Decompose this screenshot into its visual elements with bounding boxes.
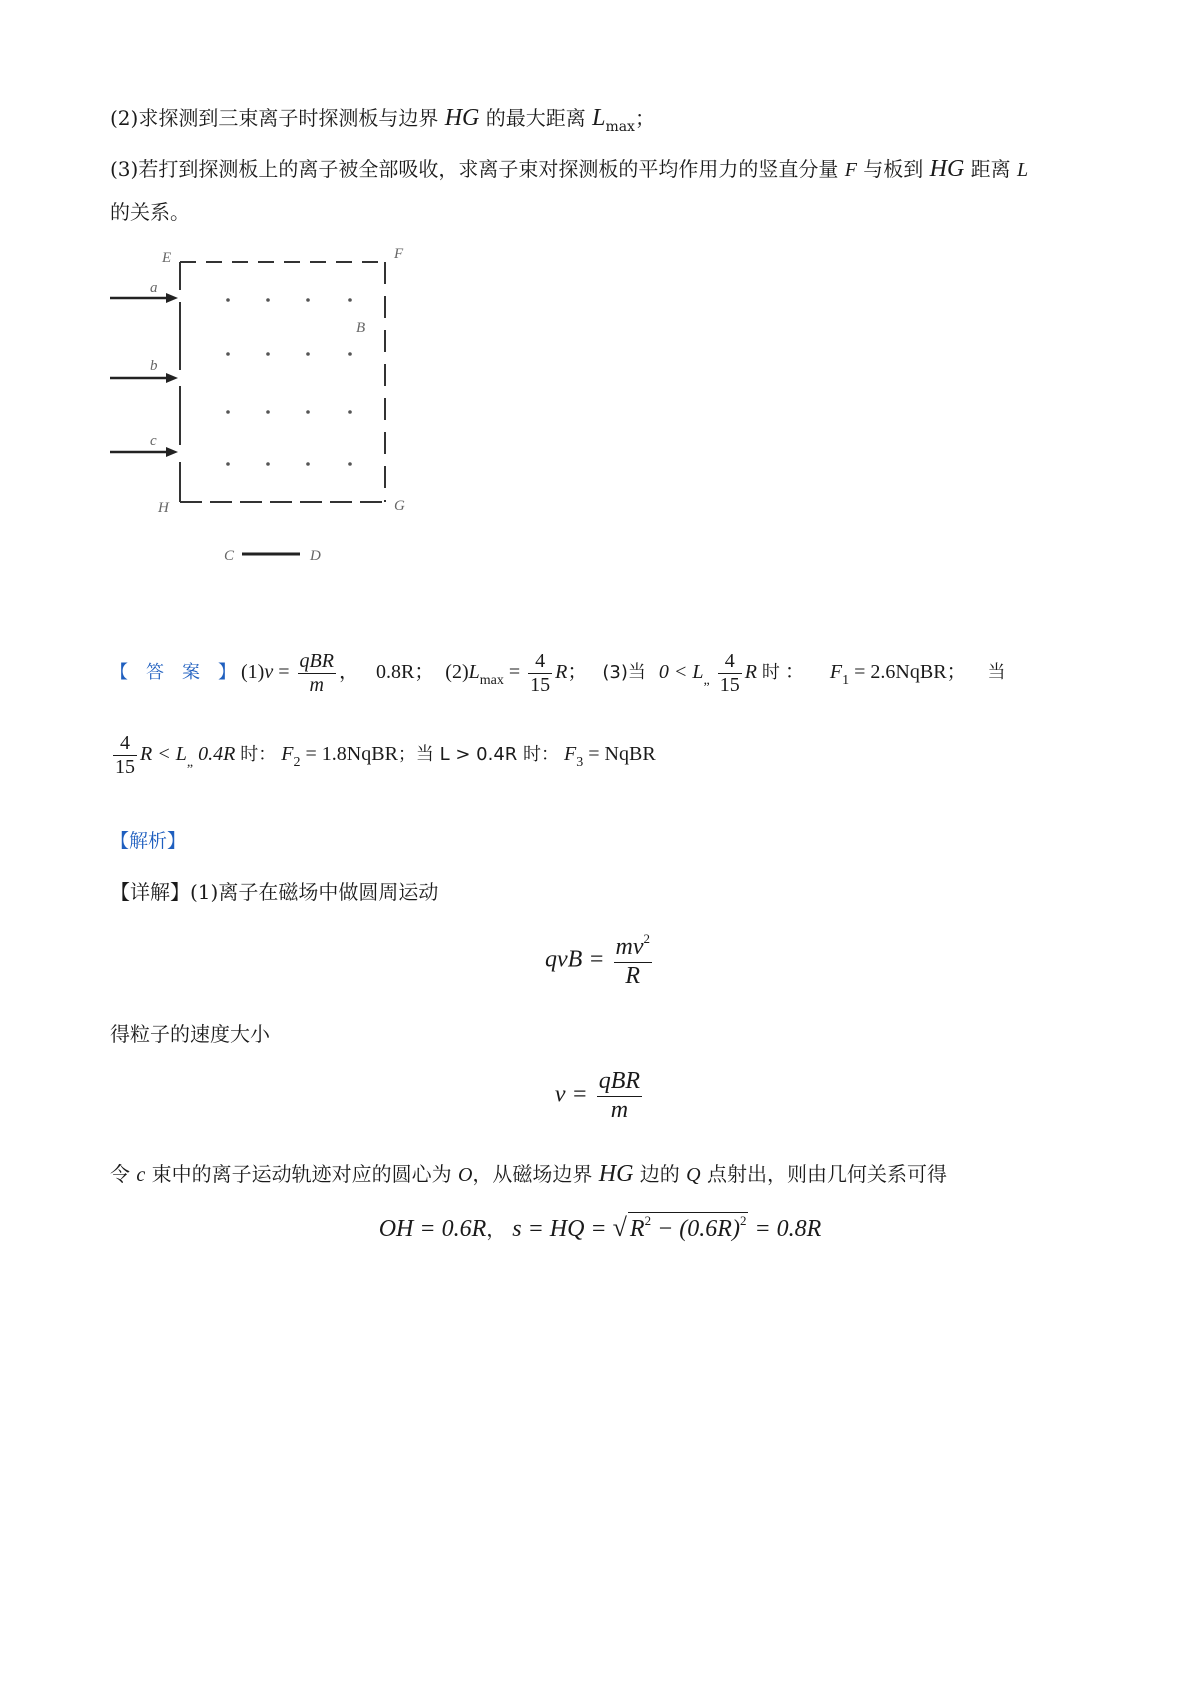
label-D: D [310, 548, 321, 564]
label-E: E [162, 250, 172, 266]
label-a: a [150, 280, 158, 296]
answer-line-2: $\frac{4}{15}$ $R < L_„$ 0.4R 时： $F_2$ = 1.8NqBR；当 L > 0.4R 时： $F_3$ = NqBR [115, 732, 656, 778]
field-dots [226, 298, 352, 466]
question-2 [110, 106, 655, 134]
detail-text: (1)离子在磁场中做圆周运动 [190, 880, 439, 904]
answer-line-1: 【 答 案 】 (1)v = $\frac{\text{qBR}}{m}$ ， 0.8R； $(2)L_{max}$ = $\frac{4}{15}$ R； (3)当 $0 < L_„$ $\frac{4}{15}$ R 时 ： $F_1$ = 2.6NqBR； 当 [110, 650, 1006, 696]
q3-hg: HG [929, 156, 965, 182]
beam-c-arrowhead [166, 447, 178, 457]
label-b: b [150, 358, 158, 374]
q3-text-a: (3)若打到探测板上的离子被全部吸收，求离子束对探测板的平均作用力的竖直分量 [110, 157, 845, 181]
q2-L: L [592, 105, 606, 131]
q2-L-sub: max [605, 119, 635, 135]
analysis-tag: 【解析】 [110, 830, 187, 852]
beam-a-arrowhead [166, 293, 178, 303]
detail-line [110, 882, 438, 902]
answer-frac-v: $\frac{\text{qBR}}{m}$ [299, 650, 334, 696]
q3-text-c: 距离 [964, 157, 1018, 181]
question-3-line1 [110, 157, 1028, 181]
label-B: B [356, 320, 366, 336]
q3-L: L [1017, 159, 1029, 181]
label-C: C [224, 548, 235, 564]
answer-p3-label: (3)当 [602, 662, 646, 684]
equation-OH-s: OH = 0.6R， s = HQ = √ $R^2 - (0.6R)^2 = 0.8R$ [378, 1213, 822, 1242]
q2-hg: HG [444, 105, 480, 131]
beam-b-arrowhead [166, 373, 178, 383]
q3-F: F [844, 159, 857, 181]
label-c: c [150, 433, 157, 449]
q3-text-line2: 的关系。 [110, 200, 190, 224]
c-beam-text: 令 c 束中的离子运动轨迹对应的圆心为 O，从磁场边界 HG 边的 Q 点射出，则由几何关系可得 [110, 1161, 947, 1187]
label-G: G [394, 498, 405, 514]
equation-qvB: qvB = $\frac{mv^2}{R}$ [545, 931, 650, 989]
label-H: H [158, 500, 169, 516]
answer-tag: 【 答 案 】 [110, 662, 236, 684]
question-3-line2 [110, 202, 190, 222]
label-F: F [394, 246, 404, 262]
q2-mid: 的最大距离 [479, 106, 593, 130]
q2-prefix: (2)求探测到三束离子时探测板与边界 [110, 106, 445, 130]
answer-p2-label: (2) [445, 661, 469, 684]
equation-v: v = $\frac{\text{qBR}}{m}$ [554, 1068, 641, 1123]
q2-end: ； [634, 106, 655, 130]
answer-p1-label: (1) [241, 661, 265, 684]
speed-text: 得粒子的速度大小 [110, 1022, 270, 1046]
q3-text-b: 与板到 [856, 157, 930, 181]
answer-v: v [264, 661, 274, 684]
answer-frac-lmax: $\frac{4}{15}$ [530, 650, 551, 696]
answer-p1-val: 0.8R [375, 661, 415, 684]
detail-tag: 【详解】 [110, 880, 190, 904]
magnetic-field-diagram [110, 240, 440, 580]
